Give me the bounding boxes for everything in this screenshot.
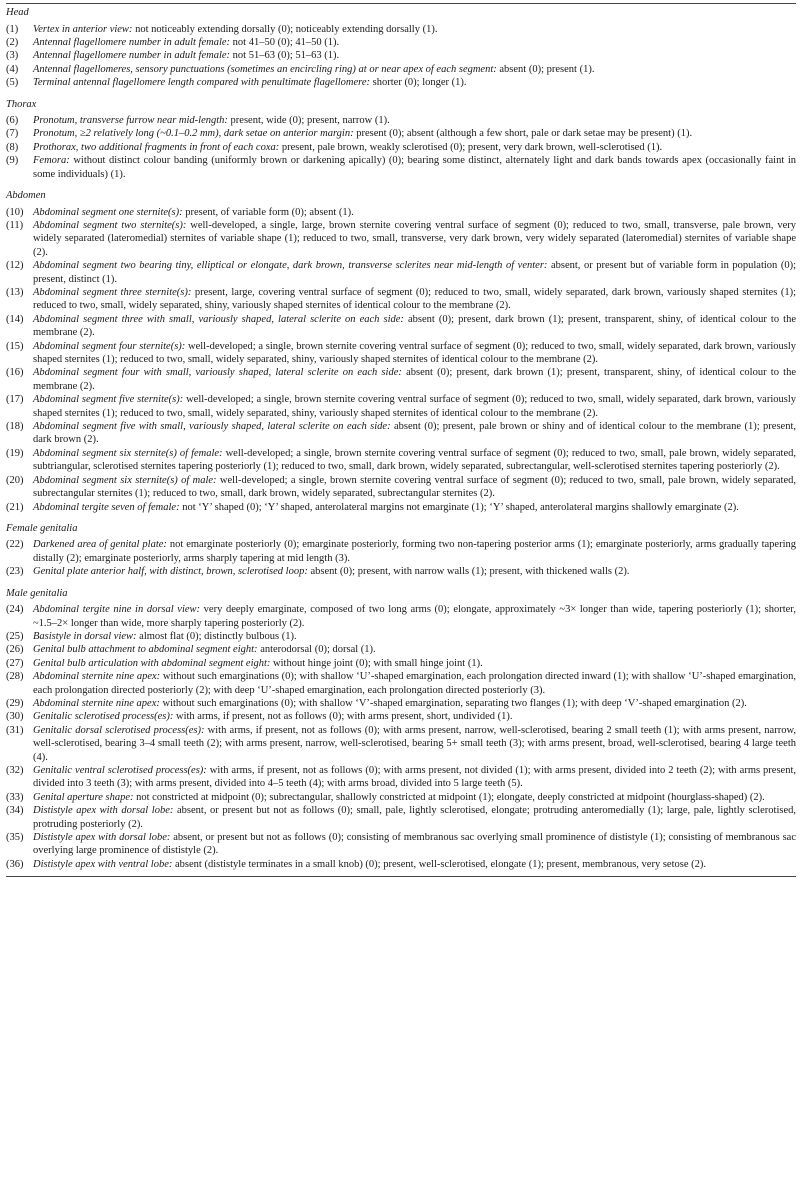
- character-number: (36): [6, 858, 24, 870]
- character-description: [33, 603, 796, 630]
- character-number: (9): [6, 155, 19, 167]
- character-description: [33, 259, 796, 286]
- character-description: [33, 724, 796, 764]
- character-number: (29): [6, 697, 24, 709]
- character-description: [33, 791, 796, 804]
- section-title: Abdomen: [6, 190, 46, 202]
- character-description: [33, 447, 796, 474]
- character-description: [33, 697, 796, 710]
- character-states: absent (0); present, pale brown or shiny and of identical colour to the membrane (1); present, dark brown (2).: [33, 421, 796, 446]
- bottom-rule: [6, 876, 796, 877]
- character-number: (31): [6, 724, 24, 736]
- section-abdomen: [6, 189, 796, 518]
- character-item: [6, 603, 796, 630]
- character-item: [6, 114, 796, 127]
- section-title: Female genitalia: [6, 522, 78, 534]
- character-number: (33): [6, 791, 24, 803]
- character-states: well-developed; a single, brown sternite covering ventral surface of segment (0); reduced to two, small, widely separated, dark brown, variously shaped sternites (1); reduced to two, small, widely separated, shiny, variously shaped sternites of identical colour to the membrane (2).: [33, 340, 797, 366]
- character-item: [6, 710, 796, 723]
- character-number: (22): [6, 539, 24, 551]
- character-states: not 41–50 (0); 41–50 (1).: [230, 36, 340, 48]
- character-label: Dististyle apex with ventral lobe:: [33, 858, 173, 870]
- section-gap: [6, 514, 796, 518]
- character-description: [33, 286, 796, 313]
- character-description: [33, 710, 796, 723]
- character-states: not noticeably extending dorsally (0); noticeably extending dorsally (1).: [132, 23, 438, 35]
- character-description: [33, 670, 796, 697]
- character-description: [33, 764, 796, 791]
- character-states: not ‘Y’ shaped (0); ‘Y’ shaped, anterolateral margins not emarginate (1); ‘Y’ shaped, anterolateral margins shallowly emarginate (2).: [179, 501, 739, 513]
- character-label: Genitalic ventral sclerotised process(es):: [33, 765, 207, 776]
- character-item: [6, 393, 796, 420]
- character-number: (10): [6, 206, 24, 218]
- character-item: [6, 219, 796, 259]
- character-number: (16): [6, 367, 24, 379]
- character-item: [6, 501, 796, 514]
- character-item: [6, 474, 796, 501]
- character-number: (35): [6, 832, 24, 844]
- character-states: present, of variable form (0); absent (1).: [182, 206, 354, 218]
- character-number: (26): [6, 644, 24, 656]
- character-list-page: [0, 3, 801, 1189]
- character-number: (3): [6, 50, 19, 62]
- section-gap: [6, 181, 796, 185]
- section-male-genitalia: [6, 587, 796, 872]
- character-label: Abdominal segment three sternite(s):: [33, 287, 192, 298]
- character-number: (19): [6, 447, 24, 459]
- character-item: [6, 670, 796, 697]
- character-label: Antennal flagellomere number in adult female:: [33, 50, 231, 62]
- character-label: Darkened area of genital plate:: [33, 539, 167, 551]
- character-description: [33, 366, 796, 393]
- character-item: [6, 643, 796, 656]
- character-states: anterodorsal (0); dorsal (1).: [257, 644, 376, 656]
- character-number: (11): [6, 219, 24, 231]
- character-item: [6, 657, 796, 670]
- character-description: [33, 49, 796, 62]
- character-states: present, pale brown, weakly sclerotised (0); present, very dark brown, well-sclerotised (1).: [279, 141, 663, 153]
- character-label: Genitalic sclerotised process(es):: [33, 711, 174, 723]
- character-label: Abdominal segment three with small, variously shaped, lateral sclerite on each side:: [33, 313, 404, 325]
- character-item: [6, 630, 796, 643]
- character-label: Genital plate anterior half, with distinct, brown, sclerotised loop:: [33, 566, 308, 578]
- character-number: (6): [6, 115, 19, 127]
- character-item: [6, 141, 796, 154]
- character-description: [33, 313, 796, 340]
- character-item: [6, 420, 796, 447]
- character-states: present, wide (0); present, narrow (1).: [227, 115, 390, 127]
- character-label: Abdominal sternite nine apex:: [33, 697, 160, 709]
- character-number: (28): [6, 671, 24, 683]
- character-states: absent (0); present, with narrow walls (1); present, with thickened walls (2).: [307, 566, 630, 578]
- character-number: (14): [6, 313, 24, 325]
- character-states: with arms, if present, not as follows (0); with arms present, narrow, well-sclerotised, bearing 2 small teeth (1); with arms present, narrow, well-sclerotised, bearing 3–4 small teeth (2); with arms present, narrow, well-sclerotised, bearing 5+ small teeth (3); with arms present, broad, well-sclerotised, bearing 4 large teeth (4).: [33, 724, 796, 763]
- character-label: Abdominal segment six sternite(s) of female:: [33, 447, 223, 459]
- section-thorax: [6, 98, 796, 186]
- character-label: Abdominal segment one sternite(s):: [33, 206, 183, 218]
- character-description: [33, 76, 796, 89]
- character-states: absent (0); present (1).: [496, 63, 595, 75]
- character-item: [6, 127, 796, 140]
- character-number: (1): [6, 23, 19, 35]
- character-states: shorter (0); longer (1).: [370, 77, 467, 89]
- character-states: well-developed, a single, large, brown sternite covering ventral surface of segment (0); reduced to two, small, transverse, pale brown, very widely separated (lateromedial) sternites of variable shape (1); reduced to two, small, transverse, very dark brown, very widely separated (lateromedial) sternites of variable shape (2).: [33, 219, 796, 258]
- character-description: [33, 565, 796, 578]
- character-label: Prothorax, two additional fragments in front of each coxa:: [33, 141, 280, 153]
- character-states: well-developed; a single, brown sternite covering ventral surface of segment (0); reduced to two, small, pale brown, widely separated, subrectangular sternites (1); reduced to two, small, dark brown, widely separated, subrectangular sternites (2).: [33, 474, 796, 500]
- character-states: absent, or present but of variable form in population (0); present, distinct (1).: [33, 260, 796, 285]
- character-label: Dististyle apex with dorsal lobe:: [33, 832, 171, 844]
- character-label: Abdominal sternite nine apex:: [33, 671, 161, 683]
- character-label: Abdominal segment five sternite(s):: [33, 394, 184, 406]
- character-states: well-developed; a single, brown sternite covering ventral surface of segment (0); reduced to two, small, widely separated, dark brown, variously shaped sternites (1); reduced to two, small, widely separated, shiny, variously shaped sternites of identical colour to the membrane (2).: [33, 394, 797, 419]
- character-item: [6, 791, 796, 804]
- character-item: [6, 23, 796, 36]
- character-item: [6, 206, 796, 219]
- character-number: (12): [6, 260, 24, 272]
- character-states: with arms, if present, not as follows (0); with arms present, not divided (1); with arms present, divided into 2 teeth (2); with arms present, divided into 3 teeth (3); with arms present, divided into 4–5 teeth (4); with arms broad, divided into 5 large teeth (5).: [33, 765, 796, 790]
- character-number: (17): [6, 394, 24, 406]
- character-label: Abdominal segment six sternite(s) of male:: [33, 474, 217, 486]
- character-states: absent, or present but not as follows (0); small, pale, lightly sclerotised, elongate; protruding anteromedially (1); large, pale, lightly sclerotised, protruding posteriorly (2).: [33, 805, 796, 830]
- character-label: Genitalic dorsal sclerotised process(es):: [33, 724, 205, 736]
- character-label: Genital aperture shape:: [33, 791, 134, 803]
- section-head: [6, 6, 796, 94]
- character-item: [6, 858, 796, 871]
- character-label: Abdominal tergite nine in dorsal view:: [33, 604, 201, 616]
- section-title: Male genitalia: [6, 587, 68, 599]
- character-label: Genital bulb articulation with abdominal segment eight:: [33, 657, 271, 669]
- character-description: [33, 141, 796, 154]
- character-states: almost flat (0); distinctly bulbous (1).: [136, 630, 297, 642]
- character-states: very deeply emarginate, composed of two long arms (0); elongate, approximately ~3× longer than wide, tapering posteriorly (1); shorter, ~1.5–2× longer than wide, more sharply tapering posteriorly (2).: [33, 604, 796, 629]
- character-description: [33, 127, 796, 140]
- character-label: Dististyle apex with dorsal lobe:: [33, 805, 174, 817]
- character-description: [33, 858, 796, 871]
- character-item: [6, 764, 796, 791]
- character-label: Abdominal tergite seven of female:: [33, 501, 180, 513]
- character-item: [6, 565, 796, 578]
- character-description: [33, 23, 796, 36]
- character-item: [6, 313, 796, 340]
- character-label: Antennal flagellomeres, sensory punctuations (sometimes an encircling ring) at or near apex of each segment:: [33, 63, 497, 75]
- character-item: [6, 36, 796, 49]
- character-description: [33, 643, 796, 656]
- section-female-genitalia: [6, 522, 796, 583]
- character-states: without hinge joint (0); with small hinge joint (1).: [270, 657, 483, 669]
- character-item: [6, 49, 796, 62]
- character-item: [6, 724, 796, 764]
- character-states: absent (0); present, dark brown (1); present, transparent, shiny, of identical colour to the membrane (2).: [33, 313, 796, 339]
- character-label: Abdominal segment four sternite(s):: [33, 340, 186, 352]
- character-description: [33, 154, 796, 181]
- character-item: [6, 286, 796, 313]
- character-label: Genital bulb attachment to abdominal segment eight:: [33, 644, 258, 656]
- character-states: with arms, if present, not as follows (0); with arms present, short, undivided (1).: [173, 711, 513, 723]
- character-states: absent (dististyle terminates in a small knob) (0); present, well-sclerotised, elongate (1); present, membranous, very setose (2).: [172, 858, 706, 870]
- character-number: (21): [6, 501, 24, 513]
- character-states: present, large, covering ventral surface of segment (0); reduced to two, small, widely separated, dark brown, variously shaped sternites (1); reduced to two, small, widely separated, shiny, variously shaped sternites of identical colour to the membrane (2).: [33, 287, 796, 312]
- character-states: not constricted at midpoint (0); subrectangular, shallowly constricted at midpoint (1); elongate, deeply constricted at midpoint (hourglass-shaped) (2).: [133, 791, 765, 803]
- character-states: without such emarginations (0); with shallow ‘U’-shaped emargination, each prolongation directed inward (1); with shallow ‘U’-shaped emargination, each prolongation directed posteriorly (2); with deep ‘U’-shaped emargination, each prolongation directed posteriorly (3).: [33, 671, 796, 696]
- character-label: Abdominal segment five with small, variously shaped, lateral sclerite on each side:: [33, 421, 391, 433]
- character-label: Femora:: [33, 155, 70, 167]
- character-number: (7): [6, 128, 19, 140]
- character-label: Abdominal segment two bearing tiny, elliptical or elongate, dark brown, transverse sclerites near mid-length of venter:: [33, 260, 548, 272]
- character-states: not emarginate posteriorly (0); emarginate posteriorly, forming two non-tapering posterior arms (1); emarginate posteriorly, arms gradually tapering distally (2); emarginate posteriorly, arms sharply tapering at mid length (3).: [33, 539, 797, 564]
- character-number: (20): [6, 474, 24, 486]
- character-item: [6, 366, 796, 393]
- character-label: Antennal flagellomere number in adult female:: [33, 36, 231, 48]
- character-description: [33, 63, 796, 76]
- character-states: present (0); absent (although a few short, pale or dark setae may be present) (1).: [353, 128, 693, 140]
- character-states: absent (0); present, dark brown (1); present, transparent, shiny, of identical colour to the membrane (2).: [33, 367, 796, 392]
- character-states: well-developed; a single, brown sternite covering ventral surface of segment (0); reduced to two, small, pale brown, widely separated, subtriangular, sclerotised sternites tapering posteriorly (1); reduced to two, small, dark brown, widely separated, subrectangular, well-sclerotised sternites tapering posteriorly (2).: [33, 447, 796, 473]
- character-description: [33, 657, 796, 670]
- character-item: [6, 804, 796, 831]
- character-description: [33, 340, 796, 367]
- character-label: Pronotum, ≥2 relatively long (~0.1–0.2 mm), dark setae on anterior margin:: [33, 128, 354, 140]
- character-list: [6, 6, 796, 871]
- character-item: [6, 697, 796, 710]
- character-number: (27): [6, 657, 24, 669]
- character-number: (4): [6, 63, 19, 75]
- character-description: [33, 393, 796, 420]
- character-label: Terminal antennal flagellomere length compared with penultimate flagellomere:: [33, 77, 371, 89]
- character-description: [33, 804, 796, 831]
- character-description: [33, 420, 796, 447]
- character-item: [6, 154, 796, 181]
- section-title: Head: [6, 7, 29, 18]
- character-number: (15): [6, 340, 24, 352]
- character-number: (30): [6, 711, 24, 723]
- character-number: (34): [6, 805, 24, 817]
- character-label: Pronotum, transverse furrow near mid-length:: [33, 115, 228, 127]
- character-label: Basistyle in dorsal view:: [33, 630, 137, 642]
- character-description: [33, 206, 796, 219]
- character-item: [6, 259, 796, 286]
- character-description: [33, 474, 796, 501]
- character-number: (13): [6, 287, 24, 298]
- character-item: [6, 538, 796, 565]
- section-gap: [6, 90, 796, 94]
- character-item: [6, 63, 796, 76]
- character-number: (23): [6, 566, 24, 578]
- character-number: (25): [6, 630, 24, 642]
- character-number: (24): [6, 604, 24, 616]
- character-number: (18): [6, 421, 24, 433]
- character-item: [6, 447, 796, 474]
- character-states: absent, or present but not as follows (0); consisting of membranous sac overlying small prominence of dististyle (1); consisting of membranous sac overlying large prominence of dististyle (2).: [33, 832, 796, 857]
- character-item: [6, 340, 796, 367]
- character-description: [33, 630, 796, 643]
- character-description: [33, 501, 796, 514]
- character-number: (8): [6, 141, 19, 153]
- character-number: (32): [6, 765, 24, 776]
- character-states: not 51–63 (0); 51–63 (1).: [230, 50, 340, 62]
- character-description: [33, 538, 796, 565]
- character-label: Vertex in anterior view:: [33, 23, 133, 35]
- character-description: [33, 36, 796, 49]
- character-states: without such emarginations (0); with shallow ‘V’-shaped emargination, separating two flanges (1); with deep ‘V’-shaped emargination (2).: [159, 697, 747, 709]
- character-states: without distinct colour banding (uniformly brown or darkening apically) (0); bearing some distinct, alternately light and dark bands towards apex (occasionally faint in some individuals) (1).: [33, 155, 796, 180]
- character-label: Abdominal segment four with small, variously shaped, lateral sclerite on each side:: [33, 367, 402, 379]
- character-description: [33, 219, 796, 259]
- character-item: [6, 831, 796, 858]
- character-number: (5): [6, 77, 19, 89]
- character-description: [33, 831, 796, 858]
- character-label: Abdominal segment two sternite(s):: [33, 219, 187, 231]
- character-description: [33, 114, 796, 127]
- character-item: [6, 76, 796, 89]
- character-number: (2): [6, 36, 19, 48]
- section-title: Thorax: [6, 98, 37, 110]
- section-gap: [6, 579, 796, 583]
- top-rule: [6, 3, 796, 4]
